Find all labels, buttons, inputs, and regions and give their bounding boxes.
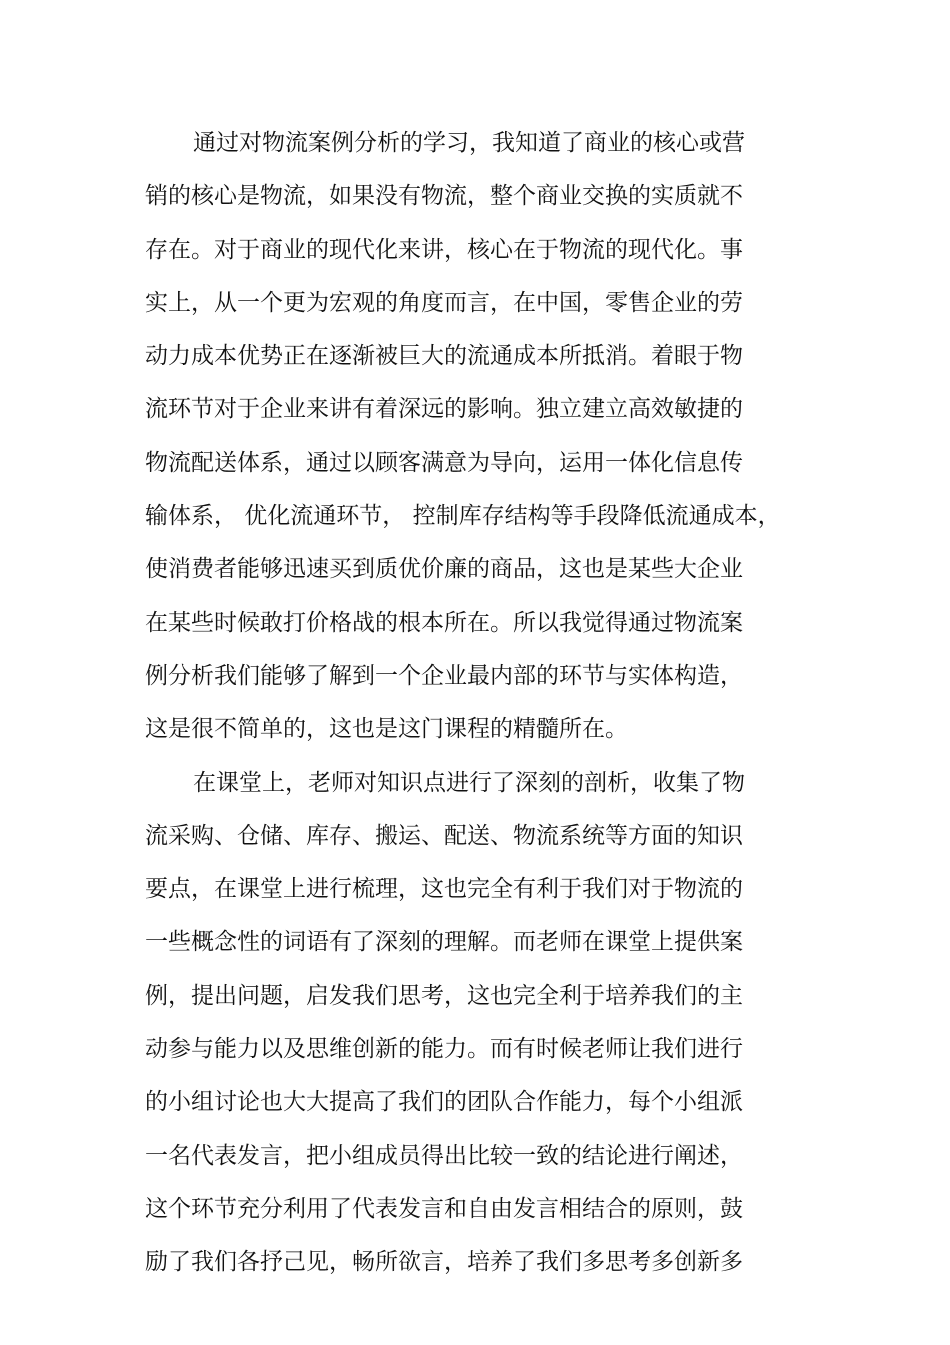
paragraph-line: 在某些时候敢打价格战的根本所在。所以我觉得通过物流案 bbox=[145, 609, 743, 636]
paragraph-line: 使消费者能够迅速买到质优价廉的商品，这也是某些大企业 bbox=[145, 556, 743, 583]
paragraph-line: 一名代表发言，把小组成员得出比较一致的结论进行阐述， bbox=[145, 1142, 743, 1169]
paragraph-line: 这是很不简单的，这也是这门课程的精髓所在。 bbox=[145, 716, 628, 743]
paragraph-line: 这个环节充分利用了代表发言和自由发言相结合的原则，鼓 bbox=[145, 1195, 743, 1222]
paragraph-line: 输体系， 优化流通环节， 控制库存结构等手段降低流通成本， bbox=[145, 503, 781, 530]
paragraph-line: 销的核心是物流，如果没有物流，整个商业交换的实质就不 bbox=[145, 183, 743, 210]
paragraph-line: 一些概念性的词语有了深刻的理解。而老师在课堂上提供案 bbox=[145, 929, 743, 956]
paragraph-line: 动参与能力以及思维创新的能力。而有时候老师让我们进行 bbox=[145, 1036, 743, 1063]
paragraph-2 bbox=[145, 757, 785, 1290]
paragraph-line: 流采购、仓储、库存、搬运、配送、物流系统等方面的知识 bbox=[145, 822, 743, 849]
paragraph-line: 励了我们各抒己见，畅所欲言，培养了我们多思考多创新多 bbox=[145, 1249, 743, 1276]
paragraph-line: 流环节对于企业来讲有着深远的影响。独立建立高效敏捷的 bbox=[145, 396, 743, 423]
paragraph-line: 例分析我们能够了解到一个企业最内部的环节与实体构造， bbox=[145, 662, 743, 689]
paragraph-line: 实上，从一个更为宏观的角度而言，在中国，零售企业的劳 bbox=[145, 289, 743, 316]
paragraph-line: 存在。对于商业的现代化来讲，核心在于物流的现代化。事 bbox=[145, 236, 743, 263]
paragraph-line: 物流配送体系，通过以顾客满意为导向，运用一体化信息传 bbox=[145, 449, 743, 476]
paragraph-line: 通过对物流案例分析的学习，我知道了商业的核心或营 bbox=[193, 130, 745, 156]
paragraph-line: 要点，在课堂上进行梳理，这也完全有利于我们对于物流的 bbox=[145, 876, 743, 903]
paragraph-1 bbox=[145, 117, 785, 757]
paragraph-line: 在课堂上，老师对知识点进行了深刻的剖析，收集了物 bbox=[193, 769, 745, 796]
paragraph-line: 动力成本优势正在逐渐被巨大的流通成本所抵消。着眼于物 bbox=[145, 343, 743, 370]
document-body bbox=[145, 117, 785, 1290]
paragraph-line: 的小组讨论也大大提高了我们的团队合作能力，每个小组派 bbox=[145, 1089, 743, 1116]
paragraph-line: 例，提出问题，启发我们思考，这也完全利于培养我们的主 bbox=[145, 982, 743, 1009]
